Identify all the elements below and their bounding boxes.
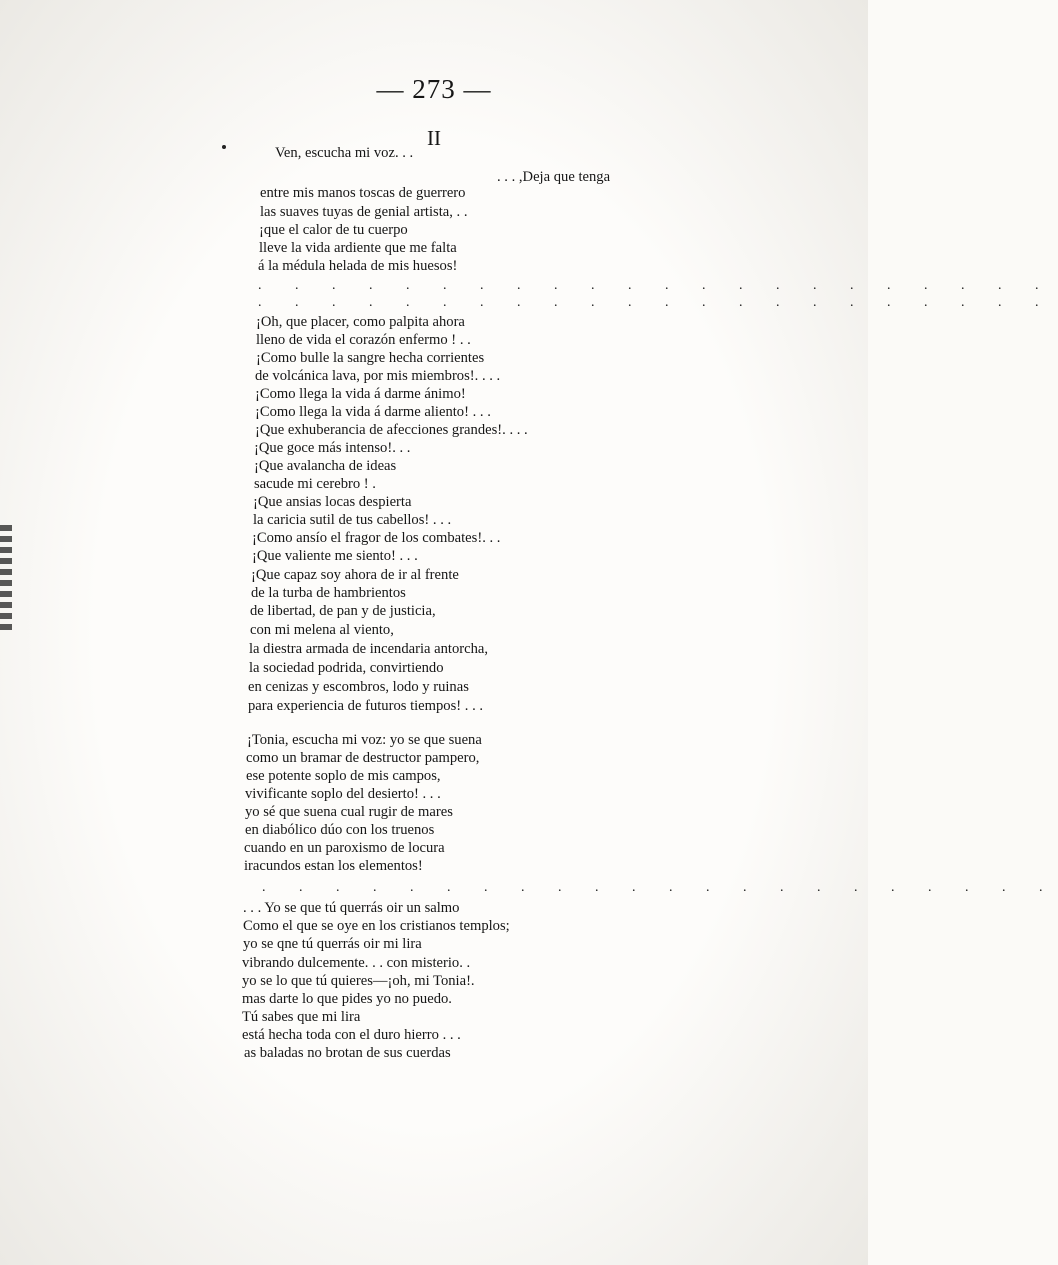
poem-line: yo sé que suena cual rugir de mares: [245, 804, 453, 820]
poem-line: vibrando dulcemente. . . con misterio. .: [242, 955, 471, 971]
poem-line: as baladas no brotan de sus cuerdas: [244, 1045, 451, 1061]
poem-line: lleno de vida el corazón enfermo ! . .: [256, 332, 471, 348]
poem-line: . . . ,Deja que tenga: [497, 169, 611, 185]
dot-leader: . . . . . . . . . . . . . . . . . . . . . .: [258, 278, 1054, 293]
dot-leader: . . . . . . . . . . . . . . . . . . . . . .: [262, 880, 1058, 895]
poem-line: ese potente soplo de mis campos,: [246, 768, 441, 784]
poem-line: está hecha toda con el duro hierro . . .: [242, 1027, 461, 1043]
poem-line: en cenizas y escombros, lodo y ruinas: [248, 679, 469, 695]
poem-line: ¡Oh, que placer, como palpita ahora: [256, 314, 465, 330]
poem-line: la sociedad podrida, convirtiendo: [249, 660, 444, 676]
poem-line: yo se qne tú querrás oir mi lira: [243, 936, 422, 952]
poem-line: de libertad, de pan y de justicia,: [250, 603, 436, 619]
poem-line: ¡Como bulle la sangre hecha corrientes: [256, 350, 485, 366]
poem-line: mas darte lo que pides yo no puedo.: [242, 991, 452, 1007]
poem-line: la caricia sutil de tus cabellos! . . .: [253, 512, 452, 528]
poem-line: con mi melena al viento,: [250, 622, 394, 638]
poem-line: Como el que se oye en los cristianos templos;: [243, 918, 510, 934]
poem-line: . . . Yo se que tú querrás oir un salmo: [243, 900, 460, 916]
poem-line: de la turba de hambrientos: [251, 585, 406, 601]
poem-line: lleve la vida ardiente que me falta: [259, 240, 457, 256]
section-numeral: II: [427, 126, 441, 150]
poem-line: para experiencia de futuros tiempos! . . .: [248, 698, 484, 714]
poem-line: ¡que el calor de tu cuerpo: [259, 222, 408, 238]
poem-line: ¡Que ansias locas despierta: [253, 494, 412, 510]
poem-line: ¡Como llega la vida á darme aliento! . . .: [255, 404, 491, 420]
poem-line: ¡Tonia, escucha mi voz: yo se que suena: [247, 732, 482, 748]
poem-line: la diestra armada de incendaria antorcha,: [249, 641, 489, 657]
poem-line: las suaves tuyas de genial artista, . .: [260, 204, 468, 220]
poem-line: como un bramar de destructor pampero,: [246, 750, 480, 766]
poem-line: ¡Que valiente me siento! . . .: [252, 548, 418, 564]
poem-line: en diabólico dúo con los truenos: [245, 822, 435, 838]
poem-line: ¡Como llega la vida á darme ánimo!: [255, 386, 466, 402]
poem-line: cuando en un paroxismo de locura: [244, 840, 445, 856]
poem-line: de volcánica lava, por mis miembros!. . . .: [255, 368, 501, 384]
poem-line: á la médula helada de mis huesos!: [258, 258, 458, 274]
poem-line: ¡Que exhuberancia de afecciones grandes!. . . .: [255, 422, 528, 438]
page-edge-mark: [0, 525, 12, 635]
poem-line: entre mis manos toscas de guerrero: [260, 185, 466, 201]
poem-line: ¡Que capaz soy ahora de ir al frente: [251, 567, 459, 583]
dot-leader: . . . . . . . . . . . . . . . . . . . . . .: [258, 295, 1054, 310]
poem-line: ¡Que goce más intenso!. . .: [254, 440, 411, 456]
poem-line: iracundos estan los elementos!: [244, 858, 423, 874]
poem-line: sacude mi cerebro ! .: [254, 476, 376, 492]
poem-line: ¡Como ansío el fragor de los combates!. . .: [252, 530, 501, 546]
poem-line: ¡Que avalancha de ideas: [254, 458, 397, 474]
page-number: — 273 —: [376, 74, 492, 104]
poem-line: Ven, escucha mi voz. . .: [275, 145, 414, 161]
poem-line: vivificante soplo del desierto! . . .: [245, 786, 441, 802]
poem-line: yo se lo que tú quieres—¡oh, mi Tonia!.: [242, 973, 475, 989]
poem-line: Tú sabes que mi lira: [242, 1009, 361, 1025]
